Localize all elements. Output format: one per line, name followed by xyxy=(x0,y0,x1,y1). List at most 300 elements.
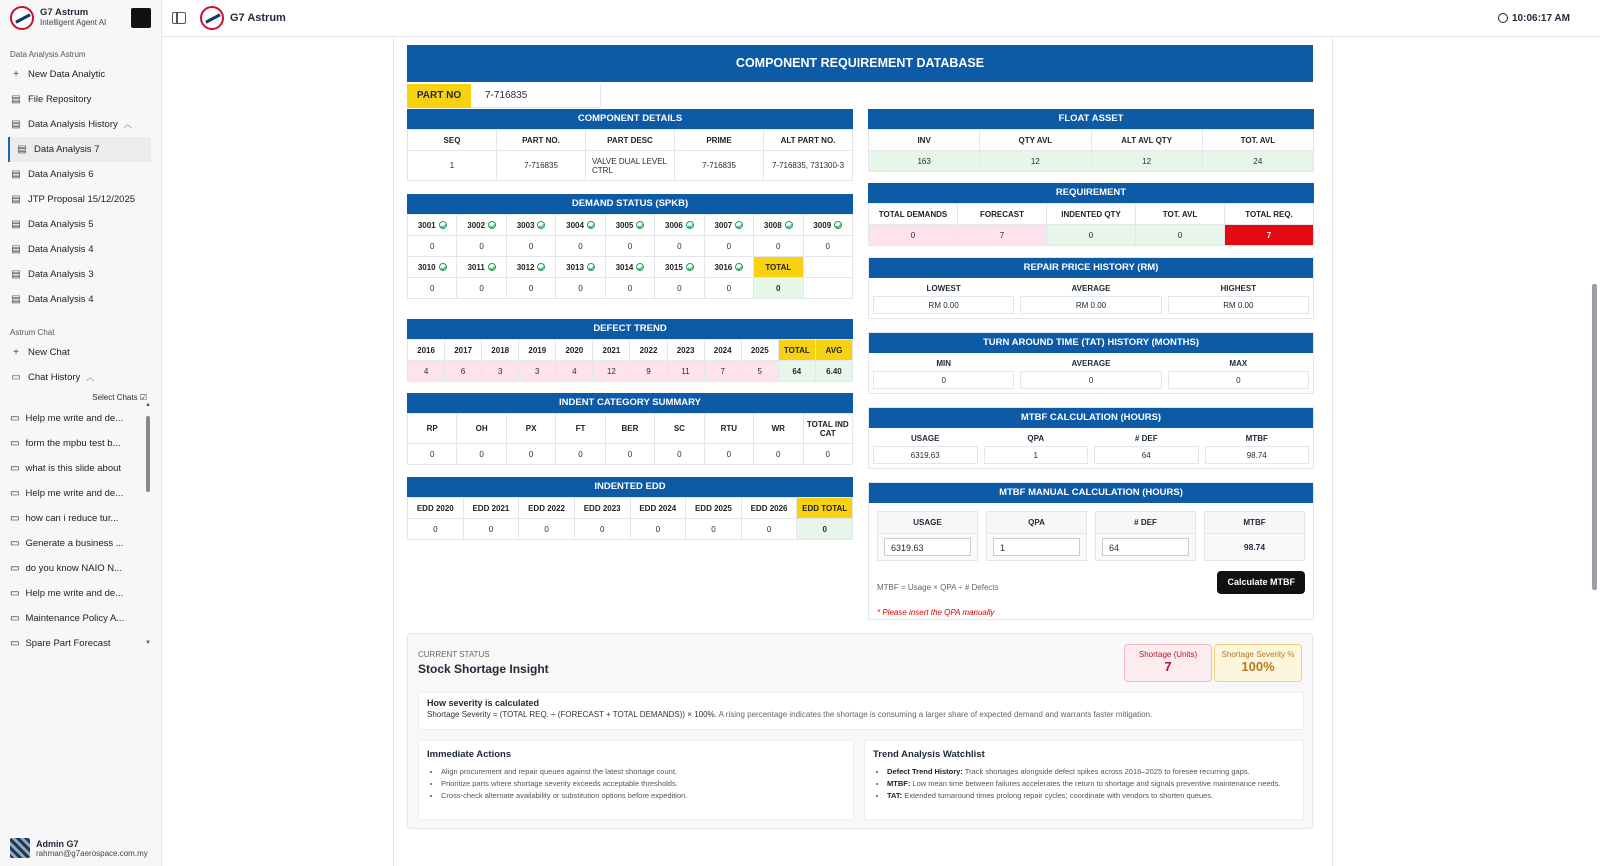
stat-column xyxy=(1020,357,1161,389)
content xyxy=(393,37,1333,866)
column-header: 2020 xyxy=(556,340,593,361)
file-icon: ▤ xyxy=(11,269,21,280)
panel-title: DEMAND STATUS (SPKB) xyxy=(407,194,853,214)
stat-label: # DEF xyxy=(1134,434,1158,443)
column-header xyxy=(605,257,654,278)
check-circle-icon xyxy=(735,263,743,271)
column-header: QTY AVL xyxy=(980,130,1091,151)
stat-column xyxy=(1205,432,1310,464)
severity-heading: How severity is calculated xyxy=(427,698,540,708)
column-header xyxy=(556,215,605,236)
panel-title: REQUIREMENT xyxy=(868,183,1314,203)
table-cell: 0 xyxy=(463,519,519,540)
file-icon: ▤ xyxy=(11,219,21,230)
chat-label: Maintenance Policy A... xyxy=(25,613,125,624)
column-label: 3016 xyxy=(714,262,733,272)
data-analysis-history-toggle[interactable] xyxy=(0,112,161,137)
usage-column xyxy=(877,511,978,561)
sidebar-item-history[interactable] xyxy=(0,212,161,237)
shortage-severity-label: Shortage Severity % xyxy=(1221,650,1295,659)
check-circle-icon xyxy=(636,221,644,229)
stat-value: RM 0.00 xyxy=(1168,296,1309,314)
column-label: 3005 xyxy=(615,220,634,230)
chat-label: what is this slide about xyxy=(25,463,122,474)
stat-label: USAGE xyxy=(911,434,940,443)
column-header: EDD 2023 xyxy=(574,498,630,519)
panel-title: MTBF CALCULATION (HOURS) xyxy=(869,408,1313,428)
table-cell: 0 xyxy=(1047,225,1136,246)
table-cell: 0 xyxy=(457,236,506,257)
list-item xyxy=(887,790,1295,802)
check-circle-icon xyxy=(488,221,496,229)
table-cell: 0 xyxy=(519,519,575,540)
stat-label: LOWEST xyxy=(926,284,961,293)
empty-cell xyxy=(803,257,853,278)
scroll-down-icon[interactable]: ▼ xyxy=(145,640,151,646)
table-cell: VALVE DUAL LEVEL CTRL xyxy=(586,151,675,181)
column-label: 3014 xyxy=(615,262,634,272)
panel-title: MTBF MANUAL CALCULATION (HOURS) xyxy=(869,483,1313,503)
tat-history-panel xyxy=(868,332,1314,394)
column-header: EDD 2025 xyxy=(686,498,742,519)
panel-title: REPAIR PRICE HISTORY (RM) xyxy=(869,258,1313,278)
severity-formula: Shortage Severity = (TOTAL REQ. ÷ (FORECAST + TOTAL DEMANDS)) × 100%. xyxy=(427,710,717,719)
stat-value: 6319.63 xyxy=(873,446,978,464)
table-cell: 0 xyxy=(655,444,704,465)
section-label-data-analysis: Data Analysis Astrum xyxy=(10,50,86,59)
table-cell: 7 xyxy=(704,361,741,382)
table-cell: 0 xyxy=(506,278,555,299)
panel-title: INDENT CATEGORY SUMMARY xyxy=(407,393,853,413)
column-header: BER xyxy=(605,414,654,444)
stat-column xyxy=(984,432,1089,464)
sidebar-item-chat[interactable] xyxy=(0,506,161,531)
file-repository-link[interactable] xyxy=(0,87,161,112)
history-label: Data Analysis 4 xyxy=(28,294,94,305)
check-circle-icon xyxy=(735,221,743,229)
column-header: WR xyxy=(754,414,803,444)
table-cell: 12 xyxy=(593,361,630,382)
stat-label: MTBF xyxy=(1245,434,1268,443)
table-cell: 0 xyxy=(630,519,686,540)
column-header: EDD 2021 xyxy=(463,498,519,519)
profile-image[interactable] xyxy=(131,8,151,28)
column-header: 2024 xyxy=(704,340,741,361)
user-name: Admin G7 xyxy=(36,838,79,849)
list-item xyxy=(887,766,1295,778)
table-cell: 0 xyxy=(506,444,555,465)
chat-label: do you know NAIO N... xyxy=(25,563,123,574)
chat-bubble-icon: ▭ xyxy=(10,563,20,574)
total-value: 0 xyxy=(797,519,853,540)
column-header xyxy=(556,257,605,278)
qpa-note: * Please insert the QPA manually xyxy=(877,608,995,617)
chat-label: Generate a business ... xyxy=(25,538,124,549)
stat-value: RM 0.00 xyxy=(1020,296,1161,314)
watch-text: Extended turnaround times prolong repair cycles; coordinate with vendors to shorten queues. xyxy=(902,791,1214,800)
scrollbar-thumb[interactable] xyxy=(146,416,150,492)
table-cell: 7-716835, 731300-3 xyxy=(764,151,853,181)
brand xyxy=(0,0,161,36)
table-cell: 0 xyxy=(704,278,753,299)
table-cell: 4 xyxy=(556,361,593,382)
table-cell: 6 xyxy=(445,361,482,382)
table-cell: 0 xyxy=(408,444,457,465)
part-no-value: 7-716835 xyxy=(471,84,601,108)
sidebar-item-chat[interactable] xyxy=(0,456,161,481)
column-header: 2023 xyxy=(667,340,704,361)
column-header: RP xyxy=(408,414,457,444)
table-cell: 7-716835 xyxy=(675,151,764,181)
column-header: 2021 xyxy=(593,340,630,361)
watchlist-heading: Trend Analysis Watchlist xyxy=(873,749,985,760)
column-header: TOTAL IND CAT xyxy=(803,414,853,444)
current-status-label: CURRENT STATUS xyxy=(418,650,490,659)
chat-bubble-icon: ▭ xyxy=(10,638,20,649)
indent-category-panel xyxy=(407,393,853,465)
stat-value: 1 xyxy=(984,446,1089,464)
watch-text: Low mean time between failures accelerates the return to shortage and signals preventive maintenance needs. xyxy=(910,779,1281,788)
sidebar-item-history[interactable] xyxy=(0,162,161,187)
chat-bubble-icon: ▭ xyxy=(10,538,20,549)
history-label: Data Analysis 4 xyxy=(28,244,94,255)
total-header: EDD TOTAL xyxy=(797,498,853,519)
sidebar-item-history[interactable] xyxy=(8,137,151,162)
column-header: SEQ xyxy=(408,130,497,151)
check-circle-icon xyxy=(636,263,644,271)
table-cell: 0 xyxy=(655,278,704,299)
new-chat-button[interactable] xyxy=(0,340,161,365)
total-value: 0 xyxy=(754,278,803,299)
brand-subtitle: Intelligent Agent AI xyxy=(40,17,107,27)
stat-label: MAX xyxy=(1229,359,1248,368)
list-item xyxy=(887,778,1295,790)
column-label: 3008 xyxy=(763,220,782,230)
column-header xyxy=(506,215,555,236)
qpa-label: QPA xyxy=(987,512,1086,534)
column-header xyxy=(457,257,506,278)
table-cell: 4 xyxy=(408,361,445,382)
table-cell: 0 xyxy=(556,236,605,257)
stat-value: 0 xyxy=(1168,371,1309,389)
chat-bubble-icon: ▭ xyxy=(10,488,20,499)
column-header: 2019 xyxy=(519,340,556,361)
chevron-up-icon: ︿ xyxy=(86,373,95,382)
check-circle-icon xyxy=(537,221,545,229)
stat-column xyxy=(873,357,1014,389)
sidebar-item-chat[interactable] xyxy=(0,481,161,506)
avg-value: 6.40 xyxy=(815,361,852,382)
demand-status-panel xyxy=(407,194,853,299)
column-header: OH xyxy=(457,414,506,444)
shortage-units-label: Shortage (Units) xyxy=(1138,650,1198,659)
g7-logo-icon xyxy=(10,6,34,30)
column-header xyxy=(704,215,753,236)
column-header: PART DESC xyxy=(586,130,675,151)
shortage-units-badge xyxy=(1124,644,1212,682)
nav-label: New Data Analytic xyxy=(28,69,106,80)
stat-label: QPA xyxy=(1027,434,1045,443)
select-chats-button[interactable] xyxy=(0,390,161,406)
check-circle-icon xyxy=(439,221,447,229)
chat-list xyxy=(0,402,161,650)
actions-heading: Immediate Actions xyxy=(427,749,512,760)
sidebar xyxy=(0,0,162,866)
file-icon: ▤ xyxy=(11,244,21,255)
check-circle-icon xyxy=(686,221,694,229)
indented-edd-panel xyxy=(407,477,853,540)
app-title: G7 Astrum xyxy=(230,12,286,24)
list-item: • Align procurement and repair queues against the latest shortage count. xyxy=(441,766,845,778)
column-header xyxy=(704,257,753,278)
file-icon: ▤ xyxy=(11,294,21,305)
watch-key: TAT: xyxy=(887,791,903,800)
plus-icon: + xyxy=(13,69,19,80)
table-cell: 0 xyxy=(655,236,704,257)
clock-icon xyxy=(1498,13,1508,23)
mtbf-formula: MTBF = Usage × QPA ÷ # Defects xyxy=(877,583,999,592)
user-profile[interactable] xyxy=(0,838,161,858)
nav-label: Chat History xyxy=(28,372,81,383)
sidebar-item-history[interactable] xyxy=(0,237,161,262)
avg-header: AVG xyxy=(815,340,852,361)
def-input[interactable]: 64 xyxy=(1102,538,1189,556)
page-title: COMPONENT REQUIREMENT DATABASE xyxy=(407,45,1313,82)
column-header: FORECAST xyxy=(958,204,1047,225)
column-header xyxy=(655,215,704,236)
check-circle-icon xyxy=(587,221,595,229)
stat-column xyxy=(1168,282,1309,314)
check-circle-icon xyxy=(537,263,545,271)
column-header: ALT AVL QTY xyxy=(1091,130,1202,151)
total-value: 64 xyxy=(778,361,815,382)
table-cell: 0 xyxy=(556,444,605,465)
sidebar-item-chat[interactable] xyxy=(0,531,161,556)
usage-label: USAGE xyxy=(878,512,977,534)
checkbox-icon: ☑ xyxy=(139,393,147,402)
avatar xyxy=(10,838,30,858)
severity-explanation xyxy=(418,692,1304,730)
shortage-severity-value: 100% xyxy=(1241,659,1275,674)
clock xyxy=(1498,13,1570,24)
severity-text: A rising percentage indicates the shortage is consuming a larger share of expected demand and warrants faster mitigation. xyxy=(716,710,1153,719)
immediate-actions-card xyxy=(418,740,854,820)
shortage-severity-badge xyxy=(1214,644,1302,682)
user-email: rahman@g7aerospace.com.my xyxy=(36,848,148,858)
part-no-label: PART NO xyxy=(407,84,471,108)
def-column xyxy=(1095,511,1196,561)
panel-title: DEFECT TREND xyxy=(407,319,853,339)
qpa-input[interactable]: 1 xyxy=(993,538,1080,556)
column-label: 3006 xyxy=(665,220,683,230)
column-label: 3009 xyxy=(813,220,832,230)
column-header xyxy=(457,215,506,236)
table-cell: 163 xyxy=(869,151,980,172)
section-label-astrum-chat: Astrum Chat xyxy=(10,328,55,337)
sidebar-item-chat[interactable] xyxy=(0,431,161,456)
list-item: • Cross-check alternate availability or substitution options before expedition. xyxy=(441,790,845,802)
file-icon: ▤ xyxy=(11,169,21,180)
stat-label: AVERAGE xyxy=(1071,359,1111,368)
shortage-units-value: 7 xyxy=(1164,659,1172,674)
table-cell: 0 xyxy=(686,519,742,540)
stat-column xyxy=(873,432,978,464)
table-cell: 0 xyxy=(457,278,506,299)
sidebar-item-history[interactable] xyxy=(0,287,161,312)
stat-value: RM 0.00 xyxy=(873,296,1014,314)
column-header: EDD 2024 xyxy=(630,498,686,519)
new-data-analytic-button[interactable] xyxy=(0,62,161,87)
requirement-panel xyxy=(868,183,1314,246)
stat-column xyxy=(1168,357,1309,389)
column-header: EDD 2022 xyxy=(519,498,575,519)
table-cell: 7-716835 xyxy=(497,151,586,181)
column-header xyxy=(506,257,555,278)
chat-label: Spare Part Forecast xyxy=(25,638,111,649)
g7-logo-icon xyxy=(200,6,224,30)
sidebar-item-chat[interactable] xyxy=(0,606,161,631)
watch-key: Defect Trend History: xyxy=(887,767,963,776)
watch-key: MTBF: xyxy=(887,779,911,788)
defect-trend-panel xyxy=(407,319,853,382)
sidebar-item-chat[interactable] xyxy=(0,631,161,656)
table-cell: 0 xyxy=(754,236,803,257)
stat-label: AVERAGE xyxy=(1071,284,1111,293)
check-circle-icon xyxy=(488,263,496,271)
column-label: 3011 xyxy=(467,262,485,272)
table-cell: 0 xyxy=(803,236,853,257)
history-label: Data Analysis 5 xyxy=(28,219,94,230)
chat-history-toggle[interactable] xyxy=(0,365,161,390)
column-label: 3015 xyxy=(665,262,683,272)
file-icon: ▤ xyxy=(11,94,21,105)
column-header: TOT. AVL xyxy=(1202,130,1313,151)
sidebar-item-chat[interactable] xyxy=(0,406,161,431)
sidebar-item-history[interactable] xyxy=(0,187,161,212)
stat-column xyxy=(1094,432,1199,464)
column-header: INV xyxy=(869,130,980,151)
chat-label: Help me write and de... xyxy=(25,488,124,499)
chat-bubble-icon: ▭ xyxy=(10,463,20,474)
column-header: EDD 2020 xyxy=(408,498,464,519)
check-circle-icon xyxy=(587,263,595,271)
check-circle-icon xyxy=(686,263,694,271)
column-label: 3010 xyxy=(417,262,436,272)
history-label: Data Analysis 6 xyxy=(28,169,94,180)
sidebar-item-chat[interactable] xyxy=(0,581,161,606)
file-icon: ▤ xyxy=(11,194,21,205)
check-circle-icon xyxy=(785,221,793,229)
stat-value: 0 xyxy=(873,371,1014,389)
insight-title: Stock Shortage Insight xyxy=(418,662,549,676)
nav-label: New Chat xyxy=(28,347,70,358)
sidebar-toggle-icon[interactable] xyxy=(172,12,186,24)
panel-title: INDENTED EDD xyxy=(407,477,853,497)
repair-price-panel xyxy=(868,257,1314,319)
table-cell: 0 xyxy=(605,444,654,465)
stat-label: HIGHEST xyxy=(1220,284,1257,293)
column-header: PART NO. xyxy=(497,130,586,151)
column-header xyxy=(408,257,457,278)
component-details-panel xyxy=(407,109,853,181)
table-cell: 1 xyxy=(408,151,497,181)
column-header: EDD 2026 xyxy=(741,498,797,519)
column-header: INDENTED QTY xyxy=(1047,204,1136,225)
column-label: 3002 xyxy=(467,220,486,230)
chat-bubble-icon: ▭ xyxy=(10,588,20,599)
qpa-column xyxy=(986,511,1087,561)
nav-label: File Repository xyxy=(28,94,92,105)
column-header: PRIME xyxy=(675,130,764,151)
chat-bubble-icon: ▭ xyxy=(10,513,20,524)
table-cell: 0 xyxy=(574,519,630,540)
calculate-mtbf-button[interactable]: Calculate MTBF xyxy=(1217,571,1305,594)
empty-cell xyxy=(803,278,853,299)
chat-label: form the mpbu test b... xyxy=(25,438,121,449)
column-header: 2025 xyxy=(741,340,778,361)
column-header: RTU xyxy=(704,414,753,444)
table-cell: 0 xyxy=(506,236,555,257)
chat-bubble-icon: ▭ xyxy=(10,413,20,424)
top-bar xyxy=(162,0,1600,37)
column-header: TOT. AVL xyxy=(1136,204,1225,225)
table-cell: 0 xyxy=(408,278,457,299)
column-label: 3013 xyxy=(566,262,584,272)
sidebar-item-chat[interactable] xyxy=(0,556,161,581)
column-header: SC xyxy=(655,414,704,444)
def-label: # DEF xyxy=(1096,512,1195,534)
column-header: PX xyxy=(506,414,555,444)
column-label: 3004 xyxy=(566,220,584,230)
float-asset-panel xyxy=(868,109,1314,172)
column-header xyxy=(754,215,803,236)
table-cell: 12 xyxy=(1091,151,1202,172)
usage-input[interactable]: 6319.63 xyxy=(884,538,971,556)
total-header: TOTAL xyxy=(778,340,815,361)
chat-scrollbar[interactable] xyxy=(145,402,151,648)
history-label: Data Analysis 3 xyxy=(28,269,94,280)
select-chats-label: Select Chats xyxy=(92,393,138,402)
column-header xyxy=(605,215,654,236)
column-header xyxy=(655,257,704,278)
stock-shortage-insight xyxy=(407,633,1313,829)
column-header: 2016 xyxy=(408,340,445,361)
nav-label: Data Analysis History xyxy=(28,119,118,130)
stat-value: 98.74 xyxy=(1205,446,1310,464)
table-cell: 0 xyxy=(605,278,654,299)
main-area xyxy=(162,0,1600,866)
chat-label: how can i reduce tur... xyxy=(25,513,119,524)
column-label: 3007 xyxy=(714,220,733,230)
table-cell: 0 xyxy=(869,225,958,246)
column-header: 2017 xyxy=(445,340,482,361)
chat-icon: ▭ xyxy=(11,372,21,383)
sidebar-item-history[interactable] xyxy=(0,262,161,287)
table-cell: 11 xyxy=(667,361,704,382)
panel-title: FLOAT ASSET xyxy=(868,109,1314,129)
total-header: TOTAL xyxy=(754,257,803,278)
page-scrollbar[interactable] xyxy=(1592,284,1597,590)
table-cell: 0 xyxy=(741,519,797,540)
stat-column xyxy=(873,282,1014,314)
history-label: Data Analysis 7 xyxy=(34,144,100,155)
chevron-up-icon: ︿ xyxy=(123,120,132,129)
table-cell: 0 xyxy=(457,444,506,465)
table-cell: 5 xyxy=(741,361,778,382)
chat-bubble-icon: ▭ xyxy=(10,438,20,449)
column-header: ALT PART NO. xyxy=(764,130,853,151)
scroll-up-icon[interactable]: ▲ xyxy=(145,402,151,408)
